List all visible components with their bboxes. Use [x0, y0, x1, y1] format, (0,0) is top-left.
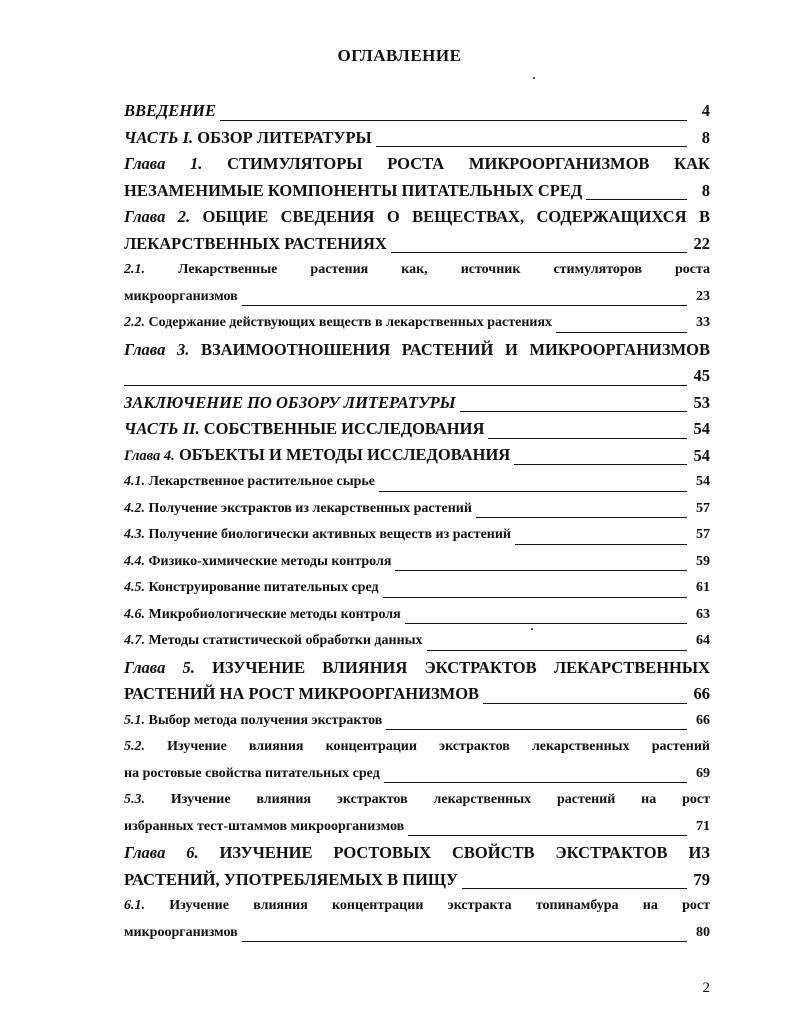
toc-page-number: 66 — [693, 684, 710, 703]
toc-entry-title-continued: на ростовые свойства питательных сред — [124, 765, 380, 781]
page-title: ОГЛАВЛЕНИЕ — [337, 46, 462, 65]
toc-page-number: 33 — [696, 315, 710, 330]
toc-entry-label: ЧАСТЬ I. — [124, 127, 194, 147]
toc-entry-section-2-1[interactable] — [124, 257, 710, 310]
toc-page-number: 80 — [696, 924, 710, 940]
toc-entry-line — [124, 337, 710, 364]
table-of-contents — [124, 98, 710, 946]
toc-page-number: 54 — [696, 474, 710, 489]
toc-page-number: 22 — [693, 233, 710, 253]
toc-entry-chapter-3[interactable] — [124, 337, 710, 390]
toc-page-number: 61 — [696, 580, 710, 595]
leader-line — [376, 146, 687, 147]
toc-entry-title: Изучение влияния концентрации экстракта топинамбура на рост — [145, 898, 710, 913]
toc-entry-section-5-1[interactable] — [124, 708, 710, 735]
toc-entry-title-continued: ЛЕКАРСТВЕННЫХ РАСТЕНИЯХ — [124, 233, 387, 253]
leader-line — [384, 782, 687, 783]
toc-entry-section-6-1[interactable] — [124, 893, 710, 946]
toc-entry-line — [124, 257, 710, 284]
toc-page-number: 66 — [696, 712, 710, 728]
toc-entry-section-2-2[interactable] — [124, 310, 710, 337]
leader-line — [460, 411, 687, 412]
leader-line — [124, 385, 687, 386]
toc-entry-label: 4.5. — [124, 580, 145, 595]
leader-line — [514, 464, 687, 465]
toc-entry-section-5-2[interactable] — [124, 734, 710, 787]
toc-page-number: 64 — [696, 633, 710, 648]
toc-entry-title: СТИМУЛЯТОРЫ РОСТА МИКРООРГАНИЗМОВ КАК — [202, 154, 710, 173]
toc-entry-section-4-1[interactable] — [124, 469, 710, 496]
toc-entry-label: 2.1. — [124, 262, 145, 277]
toc-entry-line — [124, 681, 710, 708]
toc-entry-label: Глава 4. — [124, 447, 175, 464]
toc-entry-chapter-1[interactable] — [124, 151, 710, 204]
toc-entry-section-4-5[interactable] — [124, 575, 710, 602]
toc-page-number: 8 — [701, 180, 710, 200]
toc-entry-label: 4.3. — [124, 527, 145, 542]
toc-entry-label: 2.2. — [124, 315, 145, 330]
toc-entry-title: Лекарственное растительное сырье — [145, 474, 376, 489]
toc-entry-part-1[interactable] — [124, 125, 710, 152]
page-number: 2 — [702, 980, 710, 996]
toc-entry-label: 4.2. — [124, 500, 145, 516]
toc-entry-title: Конструирование питательных сред — [145, 580, 379, 595]
leader-line — [220, 120, 687, 121]
toc-page-number: 54 — [693, 445, 710, 465]
leader-line — [383, 597, 687, 598]
toc-entry-label: 4.4. — [124, 553, 145, 569]
toc-entry-section-4-6[interactable] — [124, 602, 710, 629]
toc-page-number: 57 — [696, 527, 710, 542]
toc-page-number: 69 — [696, 765, 710, 781]
toc-entry-title: ИЗУЧЕНИЕ ВЛИЯНИЯ ЭКСТРАКТОВ ЛЕКАРСТВЕННЫХ — [194, 657, 710, 677]
toc-page-number: 8 — [701, 127, 710, 147]
leader-line — [476, 517, 687, 518]
toc-entry-label: Глава 3. — [124, 339, 190, 359]
toc-entry-line — [124, 840, 710, 867]
toc-entry-title: Содержание действующих веществ в лекарственных растениях — [145, 315, 553, 330]
toc-entry-line — [124, 363, 710, 390]
toc-entry-section-4-4[interactable] — [124, 549, 710, 576]
toc-entry-title-continued: РАСТЕНИЙ НА РОСТ МИКРООРГАНИЗМОВ — [124, 684, 480, 703]
toc-entry-section-4-2[interactable] — [124, 496, 710, 523]
toc-entry-line — [124, 204, 710, 231]
toc-entry-label: 6.1. — [124, 898, 145, 913]
leader-line — [515, 544, 687, 545]
toc-entry-section-4-7[interactable] — [124, 628, 710, 655]
toc-entry-line — [124, 151, 710, 178]
scan-speck — [533, 77, 535, 79]
toc-entry-title: Получение экстрактов из лекарственных растений — [145, 500, 472, 516]
toc-page-number: 53 — [693, 392, 710, 412]
toc-entry-label: ЧАСТЬ II. — [124, 419, 200, 438]
toc-entry-line — [124, 655, 710, 682]
toc-entry-title: ОБЩИЕ СВЕДЕНИЯ О ВЕЩЕСТВАХ, СОДЕРЖАЩИХСЯ В — [190, 207, 710, 226]
toc-entry-title-continued: НЕЗАМЕНИМЫЕ КОМПОНЕНТЫ ПИТАТЕЛЬНЫХ СРЕД — [124, 180, 583, 200]
toc-entry-title: ОБЗОР ЛИТЕРАТУРЫ — [193, 127, 372, 147]
toc-entry-title: Выбор метода получения экстрактов — [145, 712, 383, 728]
leader-line — [427, 650, 687, 651]
toc-entry-line — [124, 867, 710, 894]
toc-entry-label: Глава 5. — [124, 657, 195, 677]
toc-entry-title: Физико-химические методы контроля — [145, 553, 392, 569]
toc-entry-title: ИЗУЧЕНИЕ РОСТОВЫХ СВОЙСТВ ЭКСТРАКТОВ ИЗ — [198, 843, 710, 862]
toc-entry-introduction[interactable] — [124, 98, 710, 125]
toc-entry-title-continued: избранных тест-штаммов микроорганизмов — [124, 818, 405, 834]
toc-entry-title: СОБСТВЕННЫЕ ИССЛЕДОВАНИЯ — [199, 419, 485, 438]
toc-page-number: 59 — [696, 553, 710, 569]
toc-entry-section-5-3[interactable] — [124, 787, 710, 840]
toc-entry-label: ЗАКЛЮЧЕНИЕ ПО ОБЗОРУ ЛИТЕРАТУРЫ — [124, 392, 456, 412]
leader-line — [408, 835, 687, 836]
toc-entry-label: Глава 2. — [124, 207, 191, 226]
toc-entry-label: ВВЕДЕНИЕ — [124, 101, 216, 120]
toc-entry-chapter-4[interactable] — [124, 443, 710, 470]
leader-line — [391, 252, 687, 253]
leader-line — [462, 888, 687, 889]
leader-line — [395, 570, 687, 571]
toc-entry-label: 4.6. — [124, 606, 145, 622]
toc-entry-label: 5.2. — [124, 739, 145, 754]
toc-entry-title: Лекарственные растения как, источник стимуляторов роста — [145, 262, 710, 277]
toc-page-number: 57 — [696, 500, 710, 516]
scan-speck — [531, 628, 533, 630]
toc-entry-title-continued: микроорганизмов — [124, 288, 238, 304]
leader-line — [483, 703, 687, 704]
toc-entry-line — [124, 284, 710, 311]
toc-entry-line — [124, 734, 710, 761]
leader-line — [405, 623, 687, 624]
toc-entry-line — [124, 920, 710, 947]
toc-entry-label: 4.7. — [124, 633, 145, 648]
toc-page-number: 71 — [696, 818, 710, 834]
leader-line — [242, 305, 687, 306]
toc-entry-title: Микробиологические методы контроля — [145, 606, 401, 622]
toc-entry-section-4-3[interactable] — [124, 522, 710, 549]
toc-page-number: 54 — [693, 419, 710, 438]
leader-line — [488, 438, 687, 439]
toc-entry-part-2[interactable] — [124, 416, 710, 443]
toc-page-number: 45 — [693, 366, 710, 385]
toc-entry-label: 5.1. — [124, 712, 145, 728]
toc-entry-label: 5.3. — [124, 792, 145, 807]
toc-entry-line — [124, 814, 710, 841]
toc-entry-line — [124, 231, 710, 258]
toc-entry-label: 4.1. — [124, 474, 145, 489]
toc-page-number: 4 — [701, 101, 710, 120]
toc-entry-label: Глава 1. — [124, 154, 203, 173]
toc-entry-line — [124, 893, 710, 920]
leader-line — [242, 941, 687, 942]
toc-entry-chapter-2[interactable] — [124, 204, 710, 257]
toc-entry-line — [124, 761, 710, 788]
toc-entry-title: Получение биологически активных веществ из растений — [145, 527, 511, 542]
toc-entry-title: Методы статистической обработки данных — [145, 633, 423, 648]
toc-entry-conclusion[interactable] — [124, 390, 710, 417]
toc-entry-line — [124, 787, 710, 814]
leader-line — [386, 729, 687, 730]
toc-entry-chapter-5[interactable] — [124, 655, 710, 708]
toc-entry-title: Изучение влияния экстрактов лекарственных растений на рост — [145, 792, 710, 807]
toc-page-number: 79 — [693, 869, 710, 889]
toc-entry-title: Изучение влияния концентрации экстрактов лекарственных растений — [145, 739, 710, 754]
toc-page-number: 63 — [696, 606, 710, 622]
toc-entry-title-continued: РАСТЕНИЙ, УПОТРЕБЛЯЕМЫХ В ПИЩУ — [124, 869, 459, 889]
toc-entry-line — [124, 178, 710, 205]
toc-entry-title: ОБЪЕКТЫ И МЕТОДЫ ИССЛЕДОВАНИЯ — [174, 444, 511, 464]
toc-page-number: 23 — [696, 288, 710, 304]
toc-entry-title-continued: микроорганизмов — [124, 924, 238, 940]
leader-line — [379, 491, 687, 492]
toc-entry-label: Глава 6. — [124, 843, 199, 862]
leader-line — [586, 199, 687, 200]
toc-entry-chapter-6[interactable] — [124, 840, 710, 893]
leader-line — [556, 332, 687, 333]
toc-entry-title: ВЗАИМООТНОШЕНИЯ РАСТЕНИЙ И МИКРООРГАНИЗМОВ — [189, 339, 710, 359]
